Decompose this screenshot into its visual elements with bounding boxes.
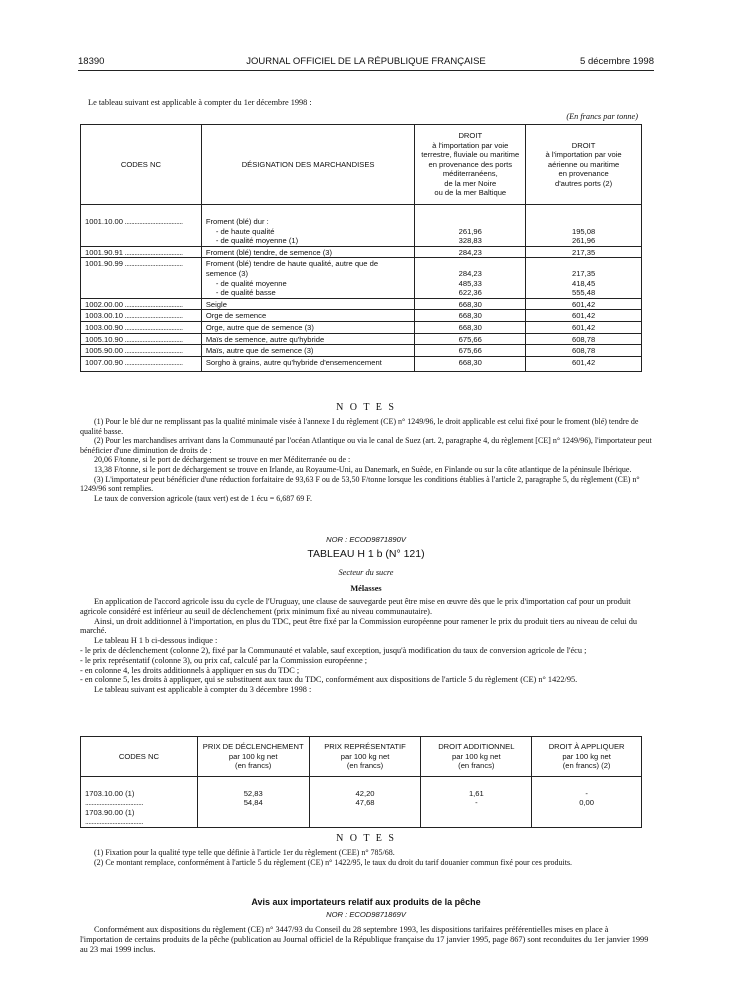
note-item: Le taux de conversion agricole (taux vert) est de 1 écu = 6,687 69 F. [94, 493, 313, 503]
code-cell: 1005.90.00 ..... [81, 345, 202, 357]
sugar-duty-table [80, 736, 642, 828]
notes-2 [80, 848, 652, 867]
trigger-price-cell: 52,83 54,84 [197, 777, 309, 828]
designation-cell: Froment (blé) tendre, de semence (3) [201, 246, 415, 258]
col-header-additional-duty: DROIT ADDITIONNEL par 100 kg net (en francs) [421, 737, 532, 777]
duty-med-cell: 284,23 485,33 622,36 [415, 258, 526, 298]
designation-cell: Orge de semence [201, 310, 415, 322]
intro-table-1: Le tableau suivant est applicable à compter du 1er décembre 1998 : [88, 98, 312, 107]
designation-cell: Orge, autre que de semence (3) [201, 321, 415, 333]
code-cell: 1002.00.00 ..... [81, 298, 202, 310]
tableau-title: TABLEAU H 1 b (N° 121) [307, 548, 425, 560]
note-item: (2) Ce montant remplace, conformément à l'article 5 du règlement (CE) n° 1422/95, le taux du droit du tarif douanier commun fixé pour ces produits. [94, 857, 573, 867]
bullet-item: - en colonne 5, les droits à appliquer, qui se substituent aux taux du TDC, conformément aux dispositions de l'article 5 du règlement (CE) n° 1422/95. [80, 675, 578, 685]
duty-med-cell: 284,23 [415, 246, 526, 258]
duty-med-cell: 675,66 [415, 345, 526, 357]
duty-other-cell: 195,08 261,96 [526, 205, 642, 247]
duty-other-cell: 217,35 [526, 246, 642, 258]
designation-cell: Froment (blé) tendre de haute qualité, autre que de semence (3) - de qualité moyenne - de qualité basse [201, 258, 415, 298]
issue-date: 5 décembre 1998 [580, 56, 654, 67]
bullet-item: - le prix de déclenchement (colonne 2), fixé par la Communauté et valable, sauf exception, jusqu'à modification du taux de conversion agricole de l'écu ; [80, 645, 587, 655]
duty-med-cell: 261,96 328,83 [415, 205, 526, 247]
col-header-duty-other: DROIT à l'importation par voie aérienne ou maritime en provenance d'autres ports (2) [526, 125, 642, 205]
table-row [81, 333, 642, 345]
col-header-representative-price: PRIX REPRÉSENTATIF par 100 kg net (en francs) [309, 737, 421, 777]
code-cell: 1007.00.90 ..... [81, 356, 202, 372]
col-header-trigger-price: PRIX DE DÉCLENCHEMENT par 100 kg net (en francs) [197, 737, 309, 777]
table-row [81, 345, 642, 357]
table-row [81, 298, 642, 310]
col-header-codes: CODES NC [81, 125, 202, 205]
duty-med-cell: 668,30 [415, 298, 526, 310]
note-item: (1) Pour le blé dur ne remplissant pas la qualité minimale visée à l'annexe I du règlement (CE) n° 1249/96, le droit applicable est celui fixé pour le froment (blé) tendre de qualité basse. [80, 417, 639, 436]
notes-1-title: N O T E S [336, 402, 396, 413]
body-paragraph: Ainsi, un droit additionnel à l'importation, en plus du TDC, peut être fixé par la Commission européenne pour ramener le prix du produit tiers au niveau de celui du marché. [80, 616, 638, 636]
running-header [78, 56, 654, 68]
note-item: (2) Pour les marchandises arrivant dans la Communauté par l'océan Atlantique ou via le canal de Suez (art. 2, paragraphe 4, du règlement [CE] n° 1249/96), l'importateur peut bénéficier d'une diminution de droits de : [80, 436, 652, 455]
header-rule [78, 70, 654, 71]
code-cell: 1005.10.90 ..... [81, 333, 202, 345]
note-item: (3) L'importateur peut bénéficier d'une réduction forfaitaire de 93,63 F ou de 53,50 F/tonne lorsque les conditions établies à l'article 2, paragraphe 5, du règlement (CE) n° 1249/96 sont remplies. [80, 474, 640, 494]
code-cell: 1703.10.00 (1) ..... 1703.90.00 (1) ..... [81, 777, 198, 828]
duty-med-cell: 668,30 [415, 310, 526, 322]
designation-cell: Maïs, autre que de semence (3) [201, 345, 415, 357]
journal-title: JOURNAL OFFICIEL DE LA RÉPUBLIQUE FRANÇAISE [246, 56, 486, 67]
code-cell: 1001.90.99 ..... [81, 258, 202, 298]
duty-med-cell: 668,30 [415, 356, 526, 372]
avis-title: Avis aux importateurs relatif aux produits de la pêche [251, 897, 481, 907]
table-row [81, 258, 642, 298]
duty-other-cell: 601,42 [526, 298, 642, 310]
table-row [81, 205, 642, 247]
sector-heading: Secteur du sucre [338, 568, 394, 577]
designation-cell: Froment (blé) dur : - de haute qualité - de qualité moyenne (1) [201, 205, 415, 247]
designation-cell: Seigle [201, 298, 415, 310]
nor-reference-1: NOR : ECOD9871890V [326, 535, 406, 544]
table-row [81, 246, 642, 258]
table-row [81, 310, 642, 322]
code-cell: 1003.00.10 ..... [81, 310, 202, 322]
code-cell: 1001.90.91 ..... [81, 246, 202, 258]
duty-other-cell: 608,78 [526, 345, 642, 357]
cereal-duty-table [80, 124, 642, 372]
applied-duty-cell: - 0,00 [532, 777, 642, 828]
bullet-item: - en colonne 4, les droits additionnels à appliquer en sus du TDC ; [80, 665, 300, 675]
duty-med-cell: 675,66 [415, 333, 526, 345]
notes-2-title: N O T E S [336, 833, 396, 844]
designation-cell: Maïs de semence, autre qu'hybride [201, 333, 415, 345]
col-header-designation: DÉSIGNATION DES MARCHANDISES [201, 125, 415, 205]
bullet-item: - le prix représentatif (colonne 3), ou prix caf, calculé par la Commission européenne ; [80, 655, 368, 665]
additional-duty-cell: 1,61 - [421, 777, 532, 828]
page-number: 18390 [78, 56, 105, 67]
representative-price-cell: 42,20 47,68 [309, 777, 421, 828]
molasses-heading: Mélasses [350, 584, 382, 593]
notes-1 [80, 417, 652, 503]
designation-cell: Sorgho à grains, autre qu'hybride d'ensemencement [201, 356, 415, 372]
table-row [81, 321, 642, 333]
unit-note: (En francs par tonne) [566, 112, 638, 121]
duty-med-cell: 668,30 [415, 321, 526, 333]
body-section-2 [80, 597, 652, 695]
nor-reference-2: NOR : ECOD9871869V [326, 910, 406, 919]
duty-other-cell: 601,42 [526, 321, 642, 333]
duty-other-cell: 217,35 418,45 555,48 [526, 258, 642, 298]
code-cell: 1001.10.00 ..... [81, 205, 202, 247]
body-paragraph: Le tableau H 1 b ci-dessous indique : [94, 636, 218, 646]
col-header-duty-med: DROIT à l'importation par voie terrestre, fluviale ou maritime en provenance des ports méditerranéens, de la mer Noire ou de la mer Baltique [415, 125, 526, 205]
intro-table-2: Le tableau suivant est applicable à compter du 3 décembre 1998 : [94, 685, 312, 695]
col-header-applied-duty: DROIT À APPLIQUER par 100 kg net (en francs) (2) [532, 737, 642, 777]
note-item: 13,38 F/tonne, si le port de déchargement se trouve en Irlande, au Royaume-Uni, au Danemark, en Suède, en Finlande ou sur la côte atlantique de la péninsule Ibérique. [94, 464, 632, 474]
note-item: 20,06 F/tonne, si le port de déchargement se trouve en mer Méditerranée ou de : [94, 455, 351, 465]
code-cell: 1003.00.90 ..... [81, 321, 202, 333]
body-paragraph: En application de l'accord agricole issu du cycle de l'Uruguay, une clause de sauvegarde peut être mise en œuvre dès que le prix d'importation caf pour un produit agricole considéré est inférieur au seuil de déclenchement (prix minimum fixé au niveau communautaire). [80, 597, 631, 616]
duty-other-cell: 601,42 [526, 310, 642, 322]
table-row [81, 356, 642, 372]
note-item: (1) Fixation pour la qualité type telle que définie à l'article 1er du règlement (CEE) n° 785/68. [94, 848, 395, 857]
duty-other-cell: 601,42 [526, 356, 642, 372]
col-header-codes: CODES NC [81, 737, 198, 777]
avis-body: Conformément aux dispositions du règlement (CE) n° 3447/93 du Conseil du 28 septembre 1993, les dispositions tarifaires préférentielles mises en place à l'importation de certains produits de la pêche (publication au Journal officiel de la République française du 17 janvier 1995, page 867) sont reconduites du 1er janvier 1999 au 23 mai 1999 inclus. [80, 925, 649, 954]
duty-other-cell: 608,78 [526, 333, 642, 345]
